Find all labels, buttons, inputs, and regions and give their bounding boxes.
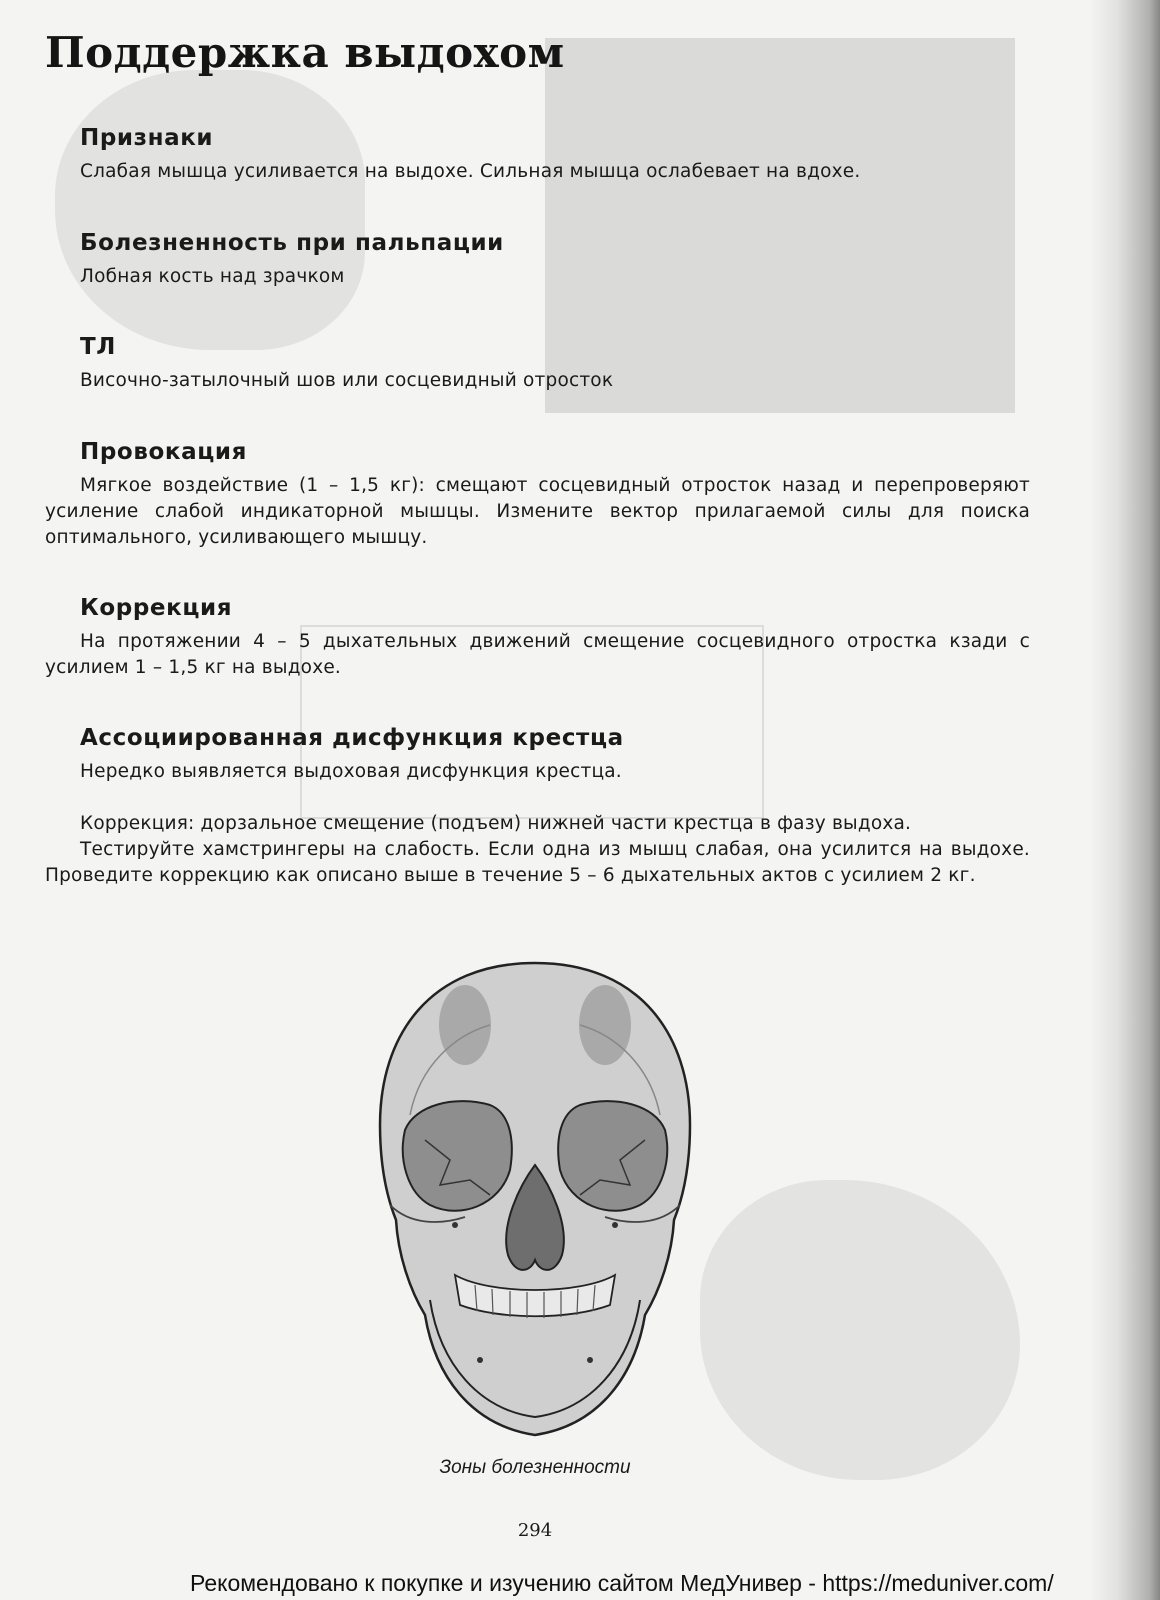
section-sacrum xyxy=(45,725,1030,889)
section-correction xyxy=(45,595,1030,681)
text-tenderness: Лобная кость над зрачком xyxy=(80,266,345,287)
text-correction: На протяжении 4 – 5 дыхательных движений смещение сосцевидного отростка кзади с усилием 1 – 1,5 кг на выдохе. xyxy=(45,631,1030,678)
text-sacrum-3: Тестируйте хамстрингеры на слабость. Если одна из мышц слабая, она усилится на выдохе. Проведите коррекцию как описано выше в течение 5 – 6 дыхательных актов с усилием 2 кг. xyxy=(45,839,1030,886)
heading-correction: Коррекция xyxy=(80,595,233,621)
section-provocation xyxy=(45,439,1030,551)
figure-caption: Зоны болезненности xyxy=(439,1457,631,1478)
text-sacrum-1: Нередко выявляется выдоховая дисфункция крестца. xyxy=(80,761,622,782)
text-provocation: Мягкое воздействие (1 – 1,5 кг): смещают сосцевидный отросток назад и перепроверяют усиление слабой индикаторной мышцы. Измените вектор прилагаемой силы для поиска оптимального, усиливающего мышцу. xyxy=(45,475,1030,548)
section-tl xyxy=(45,334,1030,394)
page-edge-shadow xyxy=(1090,0,1160,1600)
footer-recommendation: Рекомендовано к покупке и изучению сайтом МедУнивер - https://meduniver.com/ xyxy=(190,1570,1054,1596)
heading-signs: Признаки xyxy=(80,125,214,151)
show-through-pelvis xyxy=(700,1180,1020,1480)
section-signs xyxy=(45,125,1030,185)
heading-tl: ТЛ xyxy=(80,334,116,360)
section-tenderness xyxy=(45,230,1030,290)
tender-zone-right xyxy=(579,985,631,1065)
text-tl: Височно-затылочный шов или сосцевидный отросток xyxy=(80,370,614,391)
heading-sacrum: Ассоциированная дисфункция крестца xyxy=(80,725,624,751)
tender-zone-left xyxy=(439,985,491,1065)
page-title: Поддержка выдохом xyxy=(45,28,565,77)
heading-provocation: Провокация xyxy=(80,439,247,465)
show-through-head xyxy=(55,70,365,350)
text-sacrum-2: Коррекция: дорзальное смещение (подъем) нижней части крестца в фазу выдоха. xyxy=(80,813,912,834)
skull-illustration xyxy=(370,955,700,1445)
page-number: 294 xyxy=(517,1520,553,1541)
text-signs: Слабая мышца усиливается на выдохе. Сильная мышца ослабевает на вдохе. xyxy=(80,161,861,182)
heading-tenderness: Болезненность при пальпации xyxy=(80,230,504,256)
